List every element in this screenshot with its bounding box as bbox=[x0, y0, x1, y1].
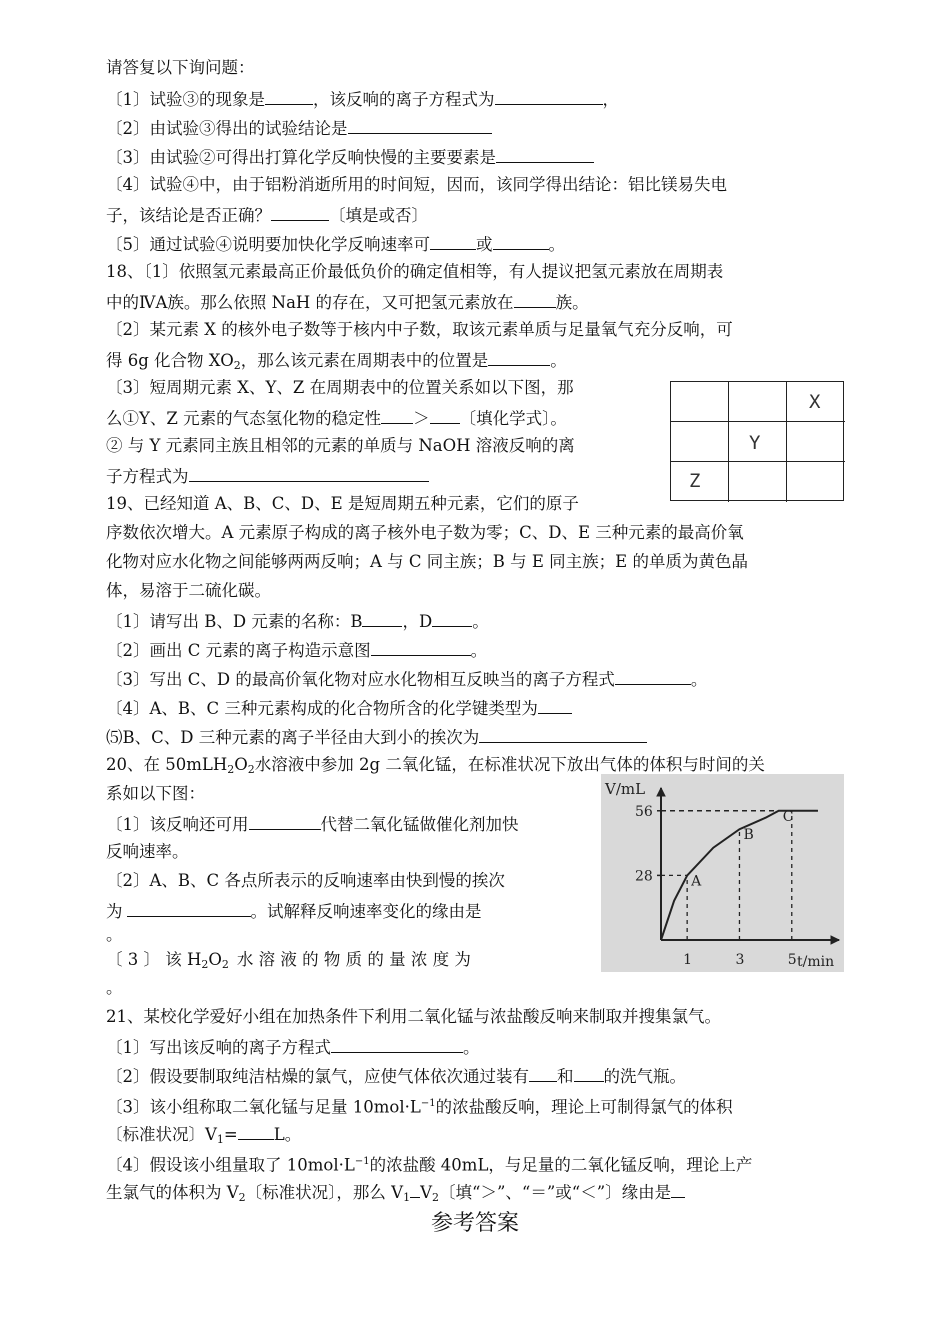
x-axis-arrow bbox=[831, 936, 839, 944]
point-label-b: B bbox=[743, 827, 754, 844]
q19-2: 〔2〕画出 C 元素的离子构造示意图 。 bbox=[106, 641, 488, 660]
volume-time-chart bbox=[601, 774, 844, 972]
q17-4: 〔4〕试验④中，由于铝粉消逝所用的时间短，因而，该同学得出结论：铝比镁易失电 bbox=[106, 175, 727, 194]
q19-5: ⑸B、C、D 三种元素的离子半径由大到小的挨次为 bbox=[106, 726, 647, 748]
periodic-table-grid bbox=[670, 381, 844, 501]
q18-2b: 得 6g 化合物 $XO_2$，那么该元素在周期表中的位置是 。 bbox=[106, 351, 567, 372]
q20-intro: 20、在 $50mLH_2O_2$水溶液中参加 2g 二氧化锰，在标准状况下放出气体的体积与时间的关 bbox=[106, 755, 765, 776]
intro-line: 请答复以下询问题： bbox=[106, 58, 255, 77]
q18-1b: 中的ⅣA族。那么依照 NaH 的存在，又可把氢元素放在 族。 bbox=[106, 293, 589, 312]
q17-5: 〔5〕通过试验④说明要加快化学反响速率可 或 。 bbox=[106, 235, 565, 254]
grid-cell bbox=[729, 382, 787, 422]
q20-intro-b: 系如以下图： bbox=[106, 784, 205, 803]
q18-1: 18、〔1〕依照氢元素最高正价最低负价的确定值相等，有人提议把氢元素放在周期表 bbox=[106, 262, 724, 281]
x-tick-label: 3 bbox=[735, 952, 745, 968]
q19-1: 〔1〕请写出 B、D 元素的名称：B ，D 。 bbox=[106, 612, 489, 631]
grid-cell bbox=[787, 422, 845, 462]
q18-2: 〔2〕某元素 X 的核外电子数等于核内中子数，取该元素单质与足量氧气充分反响，可 bbox=[106, 320, 733, 339]
q21-4: 〔4〕假设该小组量取了 $10mol\cdot L^{-1}$的浓盐酸 40mL，与足量的二氧化锰反响，理论上产 bbox=[106, 1155, 753, 1175]
y-axis-label: V/mL bbox=[605, 780, 646, 798]
element-z-label: Z bbox=[689, 470, 701, 492]
y-axis-arrow bbox=[657, 788, 665, 796]
x-axis-label: t/min bbox=[797, 954, 835, 970]
q19-intro: 19、已经知道 A、B、C、D、E 是短周期五种元素，它们的原子 bbox=[106, 494, 579, 513]
q17-1: 〔1〕试验③的现象是 ，该反响的离子方程式为 ， bbox=[106, 90, 619, 109]
q21-3b: 〔标准状况〕$V_1= L$。 bbox=[106, 1125, 302, 1146]
q19-intro-b: 序数依次增大。A 元素原子构成的离子核外电子数为零；C、D、E 三种元素的最高价氧 bbox=[106, 523, 744, 542]
q21-intro: 21、某校化学爱好小组在加热条件下利用二氧化锰与浓盐酸反响来制取并搜集氯气。 bbox=[106, 1007, 721, 1026]
q17-3: 〔3〕由试验②可得出打算化学反响快慢的主要要素是 bbox=[106, 146, 594, 168]
q19-intro-c: 化物对应水化物之间能够两两反响；A 与 C 同主族；B 与 E 同主族；E 的单质为黄色晶 bbox=[106, 552, 748, 571]
x-tick-label: 1 bbox=[683, 952, 693, 968]
element-x-label: X bbox=[809, 391, 821, 413]
q21-1: 〔1〕写出该反响的离子方程式 。 bbox=[106, 1038, 480, 1057]
grid-cell bbox=[671, 422, 729, 462]
grid-cell bbox=[671, 382, 729, 422]
q20-1b: 反响速率。 bbox=[106, 842, 189, 861]
grid-cell bbox=[787, 462, 845, 502]
point-label-a: A bbox=[691, 873, 702, 890]
point-label-c: C bbox=[782, 808, 794, 825]
chart-svg bbox=[601, 774, 844, 972]
q19-4: 〔4〕A、B、C 三种元素构成的化合物所含的化学键类型为 bbox=[106, 697, 572, 719]
grid-cell-z bbox=[671, 462, 729, 502]
x-tick-label: 5 bbox=[787, 952, 797, 968]
q17-2: 〔2〕由试验③得出的试验结论是 bbox=[106, 117, 492, 139]
element-y-label: Y bbox=[749, 432, 761, 454]
grid-cell-y bbox=[729, 422, 787, 462]
q18-3d: 子方程式为 bbox=[106, 465, 429, 487]
q20-2: 〔2〕A、B、C 各点所表示的反响速率由快到慢的挨次 bbox=[106, 871, 505, 890]
q19-3: 〔3〕写出 C、D 的最高价氧化物对应水化物相互反映当的离子方程式 。 bbox=[106, 670, 708, 689]
q20-3b: 。 bbox=[106, 978, 123, 997]
q18-3b: 么①Y、Z 元素的气态氢化物的稳定性 ＞ 〔填化学式〕。 bbox=[106, 409, 567, 428]
q19-intro-d: 体，易溶于二硫化碳。 bbox=[106, 581, 271, 600]
y-tick-label: 28 bbox=[635, 868, 653, 885]
q18-3: 〔3〕短周期元素 X、Y、Z 在周期表中的位置关系如以下图，那 bbox=[106, 378, 574, 397]
q18-3c: ② 与 Y 元素同主族且相邻的元素的单质与 NaOH 溶液反响的离 bbox=[106, 436, 575, 455]
q21-3: 〔3〕该小组称取二氧化锰与足量 $10mol\cdot L^{-1}$的浓盐酸反响，理论上可制得氯气的体积 bbox=[106, 1097, 733, 1117]
grid-cell-x bbox=[787, 382, 845, 422]
answer-key-title: 参考答案 bbox=[430, 1211, 519, 1236]
q20-2b: 为 。试解释反响速率变化的缘由是 bbox=[106, 902, 482, 921]
q20-3: 〔 3 〕 该 $H_2O_2$ 水 溶 液 的 物 质 的 量 浓 度 为 bbox=[106, 950, 471, 971]
q21-2: 〔2〕假设要制取纯洁枯燥的氯气，应使气体依次通过装有 和 的洗气瓶。 bbox=[106, 1067, 686, 1086]
grid-cell bbox=[729, 462, 787, 502]
q21-4b: 生氯气的体积为 $V_2$〔标准状况〕，那么 $V_1$ $V_2$〔填“＞”、“＝”或“＜”〕缘由是 bbox=[106, 1181, 685, 1208]
q17-4b: 子，该结论是否正确？ 〔填是或否〕 bbox=[106, 206, 428, 225]
q20-2c: 。 bbox=[106, 925, 123, 944]
y-tick-label: 56 bbox=[635, 803, 653, 820]
q20-1: 〔1〕该反响还可用 代替二氧化锰做催化剂加快 bbox=[106, 815, 519, 834]
